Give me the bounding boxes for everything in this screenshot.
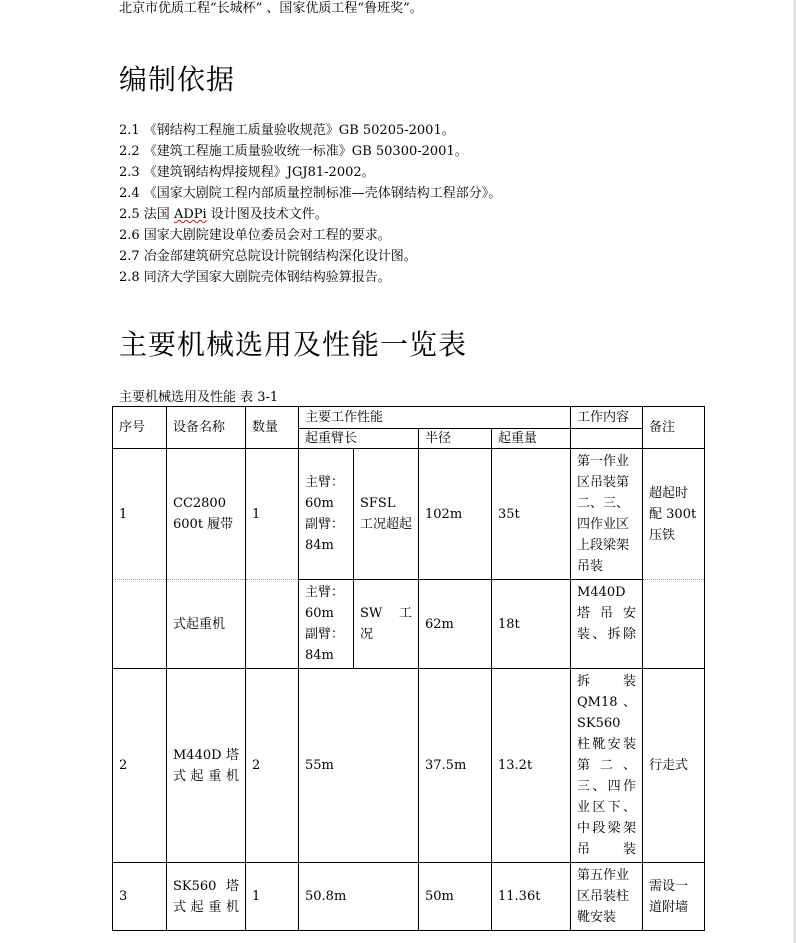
cell-boom: 50.8m xyxy=(299,863,419,931)
header-name: 设备名称 xyxy=(167,407,246,449)
heading-machinery-table: 主要机械选用及性能一览表 xyxy=(119,328,468,361)
cell-seq xyxy=(113,580,167,669)
heading-compilation-basis: 编制依据 xyxy=(119,63,236,96)
spellcheck-marked-word: ADPi xyxy=(173,207,207,222)
table-row xyxy=(113,669,705,863)
top-text-line: 北京市优质工程“长城杯” 、国家优质工程“鲁班奖”。 xyxy=(119,1,423,16)
cell-name: 式起重机 xyxy=(167,580,246,669)
cell-boom: 55m xyxy=(299,669,419,863)
header-work-blank xyxy=(571,429,643,449)
reference-item: 2.4 《国家大剧院工程内部质量控制标准—壳体钢结构工程部分》。 xyxy=(119,186,502,201)
cell-radius: 102m xyxy=(419,449,492,580)
table-row xyxy=(113,863,705,931)
header-seq: 序号 xyxy=(113,407,167,449)
reference-item xyxy=(119,204,501,225)
cell-work: 第五作业区吊装柱靴安装 xyxy=(571,863,643,931)
header-note: 备注 xyxy=(643,407,705,449)
header-capacity: 起重量 xyxy=(492,429,571,449)
table-row xyxy=(113,580,705,669)
cell-boom: 主臂：60m 副臂：84m xyxy=(299,580,354,669)
cell-condition: SFSL 工况超起 xyxy=(354,449,419,580)
cell-name: CC2800 600t 履带 xyxy=(167,449,246,580)
reference-list xyxy=(119,120,501,288)
cell-work: 第一作业区吊装第二、三、四作业区上段梁架吊装 xyxy=(571,449,643,580)
cell-capacity: 13.2t xyxy=(492,669,571,863)
cell-note: 超起时配 300t 压铁 xyxy=(643,449,705,580)
header-work: 工作内容 xyxy=(571,407,643,429)
reference-item: 2.2 《建筑工程施工质量验收统一标准》GB 50300-2001。 xyxy=(119,144,468,159)
cell-condition: SW 工况 xyxy=(354,580,419,669)
cell-note: 需设一道附墙 xyxy=(643,863,705,931)
cell-capacity: 11.36t xyxy=(492,863,571,931)
cell-work: 拆装 QM18 、SK560 柱靴安装第二、三、四作业区下、中段梁架吊装 xyxy=(571,669,643,863)
header-performance: 主要工作性能 xyxy=(299,407,571,429)
header-boom: 起重臂长 xyxy=(299,429,419,449)
cell-note: 行走式 xyxy=(643,669,705,863)
cell-capacity: 18t xyxy=(492,580,571,669)
cell-name: M440D 塔式起重机 xyxy=(167,669,246,863)
header-row xyxy=(113,407,705,429)
header-radius: 半径 xyxy=(419,429,492,449)
header-qty: 数量 xyxy=(246,407,299,449)
cell-radius: 62m xyxy=(419,580,492,669)
reference-item: 2.3 《建筑钢结构焊接规程》JGJ81-2002。 xyxy=(119,165,375,180)
cell-capacity: 35t xyxy=(492,449,571,580)
reference-item: 2.1 《钢结构工程施工质量验收规范》GB 50205-2001。 xyxy=(119,123,455,138)
cell-seq: 2 xyxy=(113,669,167,863)
cell-qty xyxy=(246,580,299,669)
table-caption: 主要机械选用及性能 表 3-1 xyxy=(119,390,279,405)
cell-seq: 1 xyxy=(113,449,167,580)
reference-item: 2.7 冶金部建筑研究总院设计院钢结构深化设计图。 xyxy=(119,249,417,264)
cell-radius: 37.5m xyxy=(419,669,492,863)
reference-item: 2.6 国家大剧院建设单位委员会对工程的要求。 xyxy=(119,228,391,243)
reference-text: 设计图及技术文件。 xyxy=(206,207,328,222)
reference-text: 2.5 法国 xyxy=(119,207,174,222)
cell-boom: 主臂：60m 副臂：84m xyxy=(299,449,354,580)
cell-qty: 2 xyxy=(246,669,299,863)
cell-note xyxy=(643,580,705,669)
cell-qty: 1 xyxy=(246,863,299,931)
reference-item: 2.8 同济大学国家大剧院壳体钢结构验算报告。 xyxy=(119,270,391,285)
cell-qty: 1 xyxy=(246,449,299,580)
cell-work: M440D 塔吊安装、拆除 xyxy=(571,580,643,669)
machinery-table xyxy=(112,406,705,931)
cell-radius: 50m xyxy=(419,863,492,931)
table-row xyxy=(113,449,705,580)
cell-name: SK560 塔式起重机 xyxy=(167,863,246,931)
cell-seq: 3 xyxy=(113,863,167,931)
